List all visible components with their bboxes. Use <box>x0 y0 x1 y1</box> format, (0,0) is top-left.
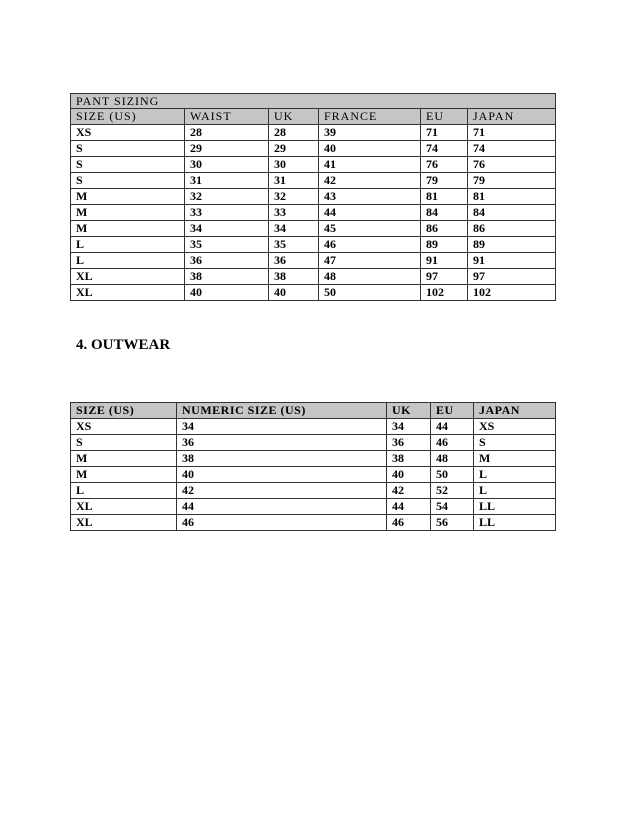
table-cell: 50 <box>319 285 421 301</box>
table-cell: 39 <box>319 125 421 141</box>
table-cell: M <box>71 205 185 221</box>
column-header: JAPAN <box>468 109 556 125</box>
column-header: SIZE (US) <box>71 109 185 125</box>
table-cell: 89 <box>421 237 468 253</box>
table-cell: 33 <box>185 205 269 221</box>
table-cell: 29 <box>185 141 269 157</box>
table-cell: 34 <box>185 221 269 237</box>
column-header: EU <box>421 109 468 125</box>
table-cell: 42 <box>177 483 387 499</box>
table-cell: L <box>71 483 177 499</box>
table-cell: L <box>71 253 185 269</box>
table-cell: 76 <box>421 157 468 173</box>
table-cell: 102 <box>468 285 556 301</box>
table-row <box>71 419 556 435</box>
table-cell: XS <box>71 419 177 435</box>
table-cell: 38 <box>177 451 387 467</box>
table-cell: 46 <box>319 237 421 253</box>
table-cell: L <box>474 467 556 483</box>
table-row <box>71 205 556 221</box>
table-row <box>71 467 556 483</box>
table-cell: 41 <box>319 157 421 173</box>
table-cell: 52 <box>431 483 474 499</box>
table-cell: 28 <box>269 125 319 141</box>
table-cell: 36 <box>185 253 269 269</box>
table-cell: 44 <box>319 205 421 221</box>
table-cell: 32 <box>185 189 269 205</box>
outwear-sizing-body <box>71 403 556 531</box>
table-cell: 84 <box>421 205 468 221</box>
table-row <box>71 499 556 515</box>
table-title-row <box>71 94 556 109</box>
table-cell: 79 <box>468 173 556 189</box>
table-cell: LL <box>474 499 556 515</box>
table-cell: 35 <box>185 237 269 253</box>
table-cell: XS <box>474 419 556 435</box>
table-cell: 84 <box>468 205 556 221</box>
table-row <box>71 141 556 157</box>
table-row <box>71 451 556 467</box>
table-cell: 97 <box>468 269 556 285</box>
table-cell: 38 <box>269 269 319 285</box>
table-cell: XL <box>71 499 177 515</box>
table-cell: 36 <box>387 435 431 451</box>
table-cell: XL <box>71 515 177 531</box>
table-cell: 76 <box>468 157 556 173</box>
column-header: JAPAN <box>474 403 556 419</box>
table-cell: S <box>71 141 185 157</box>
table-cell: 71 <box>421 125 468 141</box>
table-cell: XS <box>71 125 185 141</box>
table-cell: 44 <box>387 499 431 515</box>
table-cell: 56 <box>431 515 474 531</box>
column-header: NUMERIC SIZE (US) <box>177 403 387 419</box>
table-cell: 44 <box>431 419 474 435</box>
table-cell: 40 <box>269 285 319 301</box>
table-cell: 47 <box>319 253 421 269</box>
table-cell: M <box>71 467 177 483</box>
table-cell: 32 <box>269 189 319 205</box>
table-cell: L <box>71 237 185 253</box>
table-cell: 89 <box>468 237 556 253</box>
table-cell: 40 <box>387 467 431 483</box>
column-header: WAIST <box>185 109 269 125</box>
table-cell: XL <box>71 269 185 285</box>
table-cell: 38 <box>387 451 431 467</box>
table-cell: 97 <box>421 269 468 285</box>
table-cell: 29 <box>269 141 319 157</box>
table-cell: LL <box>474 515 556 531</box>
table-cell: 42 <box>387 483 431 499</box>
table-cell: M <box>71 189 185 205</box>
table-cell: 40 <box>185 285 269 301</box>
table-cell: 74 <box>468 141 556 157</box>
column-header: EU <box>431 403 474 419</box>
table-cell: 71 <box>468 125 556 141</box>
table-row <box>71 269 556 285</box>
pant-sizing-table <box>70 93 556 301</box>
table-cell: 28 <box>185 125 269 141</box>
pant-sizing-body <box>71 94 556 301</box>
table-cell: 40 <box>319 141 421 157</box>
table-cell: 36 <box>269 253 319 269</box>
column-header: SIZE (US) <box>71 403 177 419</box>
table-cell: 40 <box>177 467 387 483</box>
table-cell: 91 <box>421 253 468 269</box>
table-cell: 36 <box>177 435 387 451</box>
table-cell: 81 <box>468 189 556 205</box>
table-cell: L <box>474 483 556 499</box>
table-cell: 35 <box>269 237 319 253</box>
table-header-row <box>71 109 556 125</box>
table-row <box>71 285 556 301</box>
table-row <box>71 157 556 173</box>
table-cell: 38 <box>185 269 269 285</box>
table-row <box>71 483 556 499</box>
table-row <box>71 515 556 531</box>
table-row <box>71 435 556 451</box>
table-cell: M <box>71 451 177 467</box>
table-cell: 45 <box>319 221 421 237</box>
table-cell: 30 <box>185 157 269 173</box>
column-header: UK <box>269 109 319 125</box>
table-title: PANT SIZING <box>71 94 556 109</box>
table-cell: 54 <box>431 499 474 515</box>
table-cell: 48 <box>319 269 421 285</box>
table-row <box>71 125 556 141</box>
table-cell: S <box>71 157 185 173</box>
table-cell: 74 <box>421 141 468 157</box>
table-cell: 34 <box>269 221 319 237</box>
table-cell: M <box>71 221 185 237</box>
table-cell: 48 <box>431 451 474 467</box>
table-cell: S <box>71 435 177 451</box>
table-cell: M <box>474 451 556 467</box>
table-cell: 31 <box>269 173 319 189</box>
table-cell: 86 <box>421 221 468 237</box>
table-cell: 31 <box>185 173 269 189</box>
table-row <box>71 237 556 253</box>
table-cell: 34 <box>177 419 387 435</box>
table-cell: XL <box>71 285 185 301</box>
table-row <box>71 221 556 237</box>
table-cell: 44 <box>177 499 387 515</box>
table-cell: 46 <box>431 435 474 451</box>
table-cell: S <box>71 173 185 189</box>
column-header: FRANCE <box>319 109 421 125</box>
table-cell: S <box>474 435 556 451</box>
table-cell: 46 <box>387 515 431 531</box>
table-row <box>71 173 556 189</box>
table-cell: 43 <box>319 189 421 205</box>
table-cell: 42 <box>319 173 421 189</box>
table-row <box>71 253 556 269</box>
table-cell: 33 <box>269 205 319 221</box>
table-cell: 91 <box>468 253 556 269</box>
outwear-sizing-table <box>70 402 556 531</box>
column-header: UK <box>387 403 431 419</box>
table-cell: 81 <box>421 189 468 205</box>
table-cell: 34 <box>387 419 431 435</box>
table-header-row <box>71 403 556 419</box>
table-cell: 46 <box>177 515 387 531</box>
table-cell: 86 <box>468 221 556 237</box>
outwear-heading: 4. OUTWEAR <box>76 337 171 353</box>
table-row <box>71 189 556 205</box>
table-cell: 50 <box>431 467 474 483</box>
table-cell: 79 <box>421 173 468 189</box>
table-cell: 30 <box>269 157 319 173</box>
table-cell: 102 <box>421 285 468 301</box>
